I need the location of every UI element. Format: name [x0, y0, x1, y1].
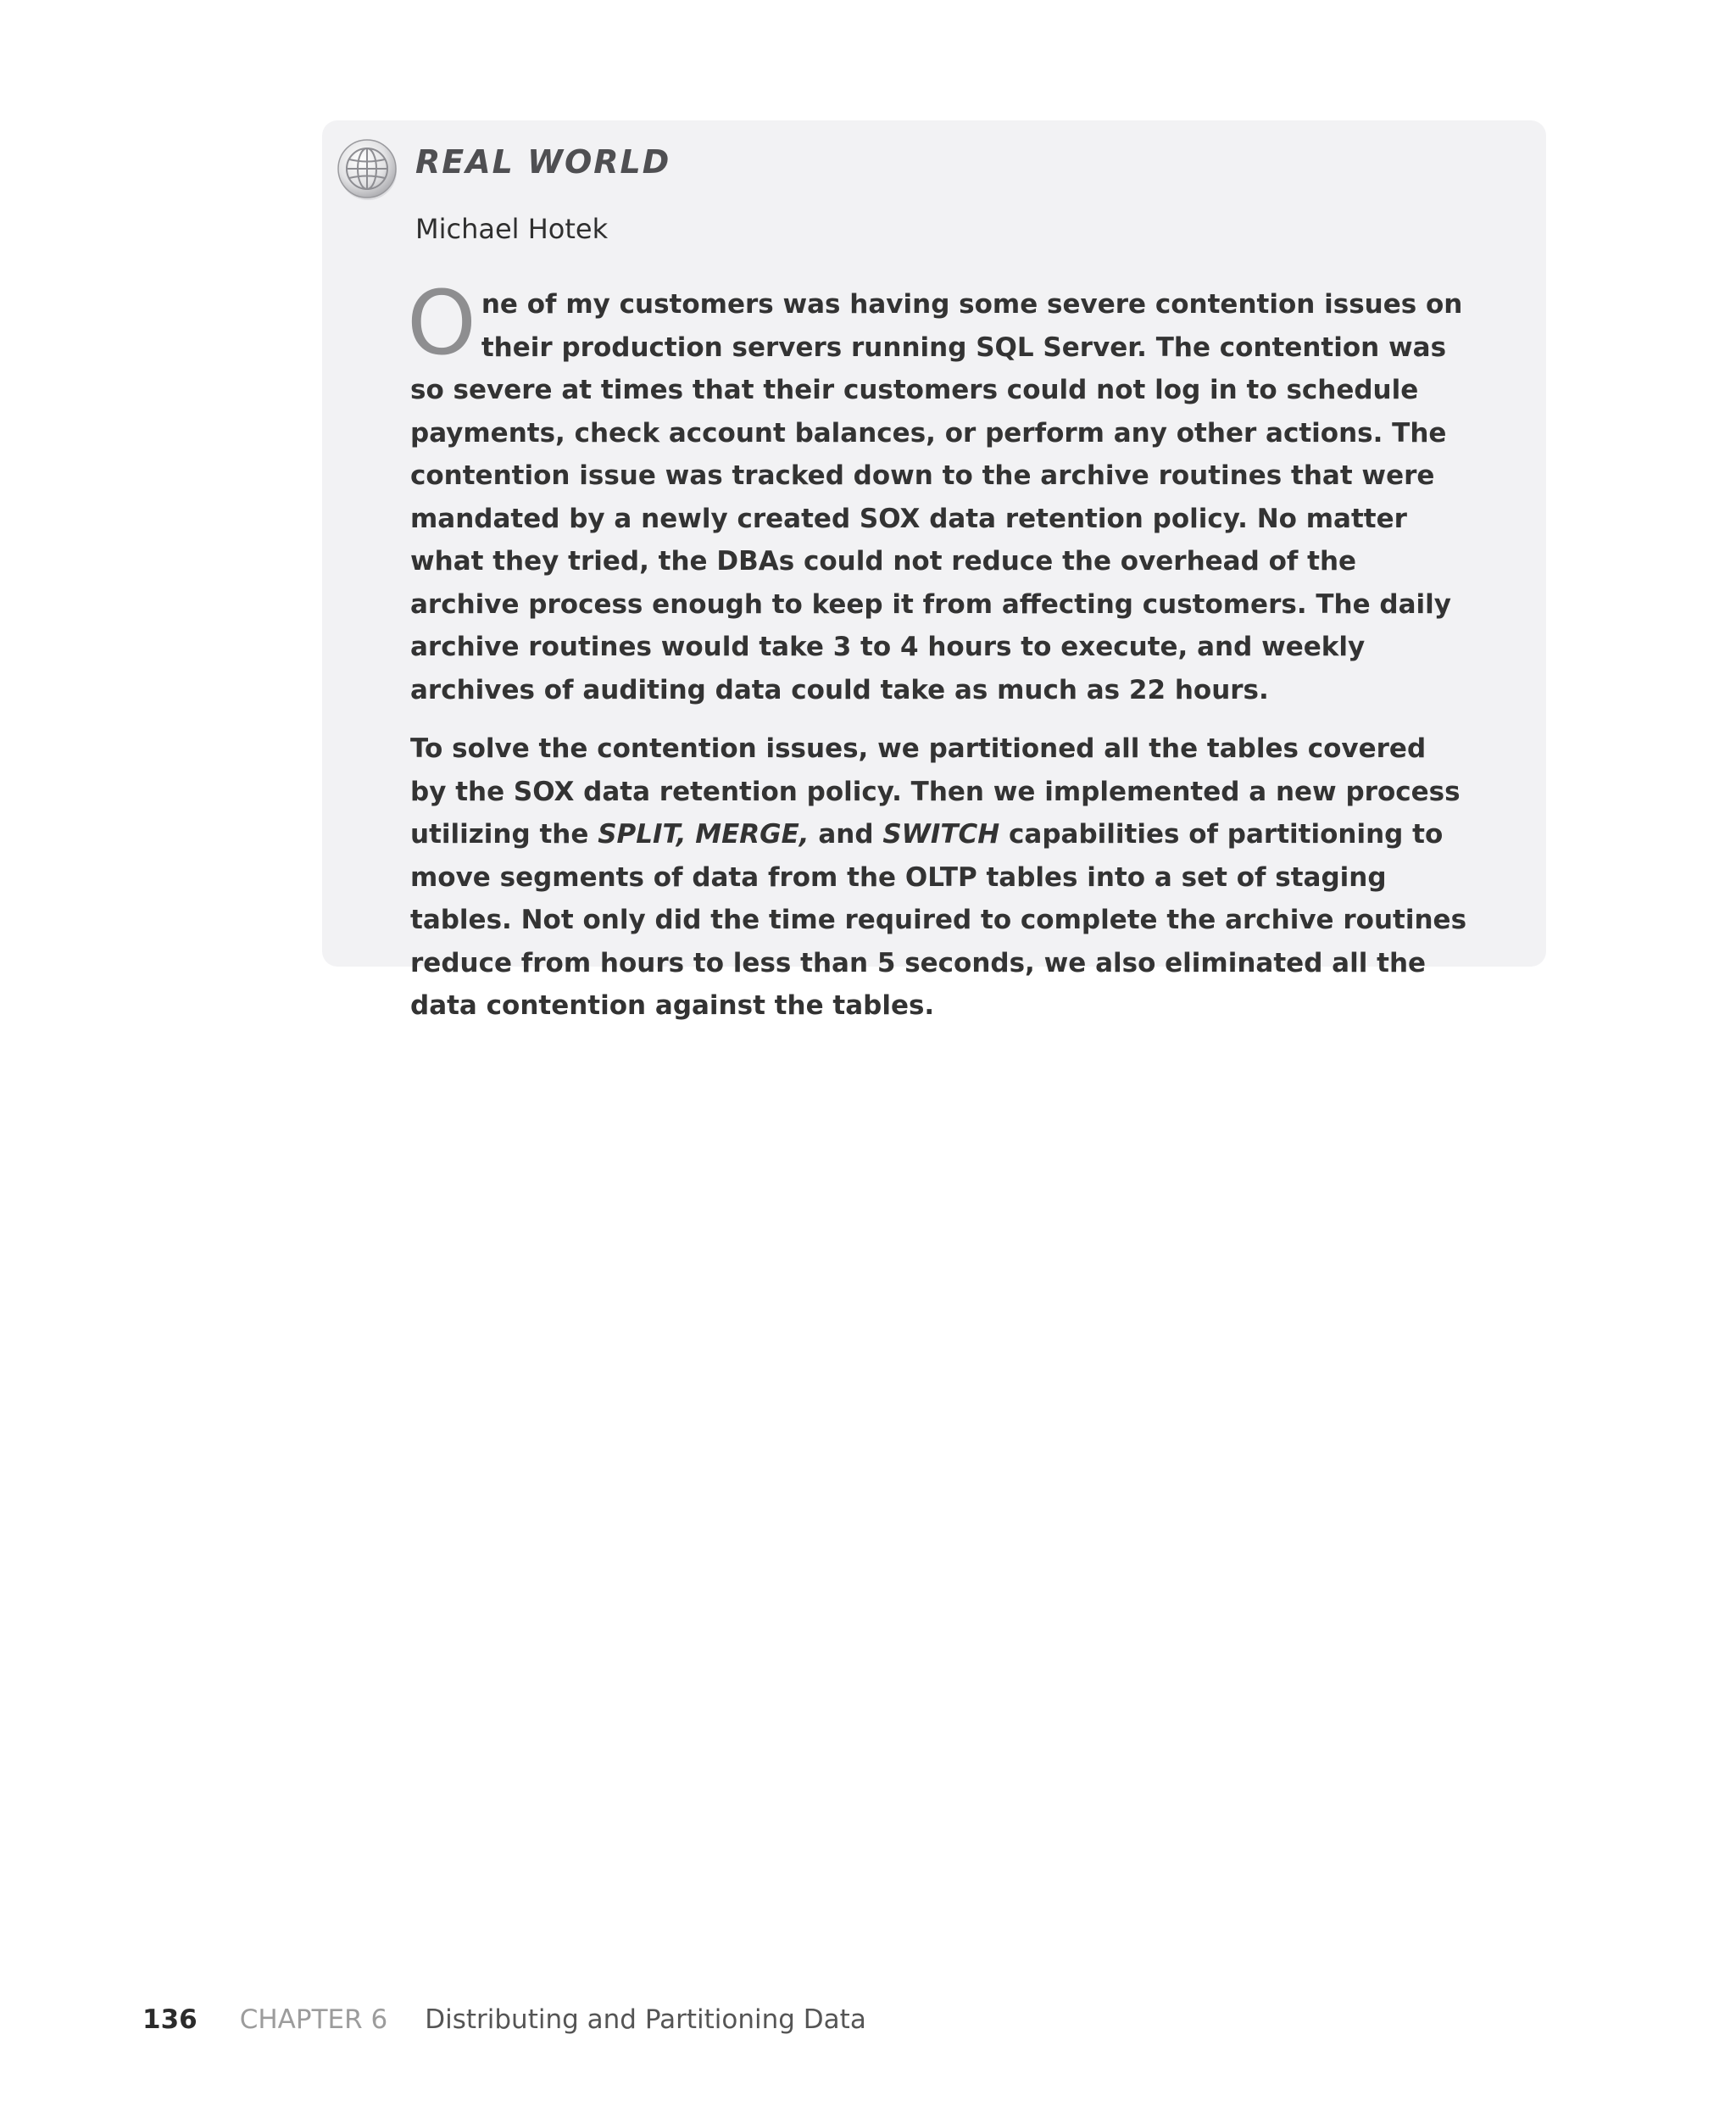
- term-split-merge: SPLIT, MERGE,: [598, 819, 810, 850]
- sidebar-author: Michael Hotek: [415, 213, 609, 245]
- page-number: 136: [142, 2004, 198, 2035]
- chapter-title: Distributing and Partitioning Data: [425, 2004, 866, 2035]
- sidebar-paragraph-2: [410, 727, 1470, 1028]
- paragraph-1-text: ne of my customers was having some severe contention issues on their production servers running SQL Server. The contention was so severe at times that their customers could not log in to schedule payments, check account balances, or perform any other actions. The contention issue was tracked down to the archive routines that were mandated by a newly created SOX data retention policy. No matter what they tried, the DBAs could not reduce the overhead of the archive process enough to keep it from affecting customers. The daily archive routines would take 3 to 4 hours to execute, and weekly archives of auditing data could take as much as 22 hours.: [410, 289, 1463, 705]
- page-footer: [142, 2003, 866, 2037]
- sidebar-heading: REAL WORLD: [415, 143, 671, 181]
- sidebar-paragraph-1: [407, 271, 1470, 711]
- paragraph-2-text-part2: and: [809, 819, 883, 850]
- real-world-sidebar: [322, 120, 1546, 1021]
- paragraph-2-text-part1: To solve the contention issues, we partitioned all the tables covered by the SOX data retention policy. Then we implemented a new process utilizing the: [410, 733, 1461, 850]
- drop-cap: O: [407, 271, 476, 375]
- paragraph-2-text-part3: capabilities of partitioning to move segments of data from the OLTP tables into a set of staging tables. Not only did the time required to complete the archive routines reduce from hours to less than 5 seconds, we also eliminated all the data contention against the tables.: [410, 819, 1467, 1021]
- chapter-label: CHAPTER 6: [239, 2004, 388, 2035]
- sidebar-body: [407, 271, 1470, 1028]
- globe-icon: [336, 137, 400, 202]
- term-switch: SWITCH: [882, 819, 1000, 850]
